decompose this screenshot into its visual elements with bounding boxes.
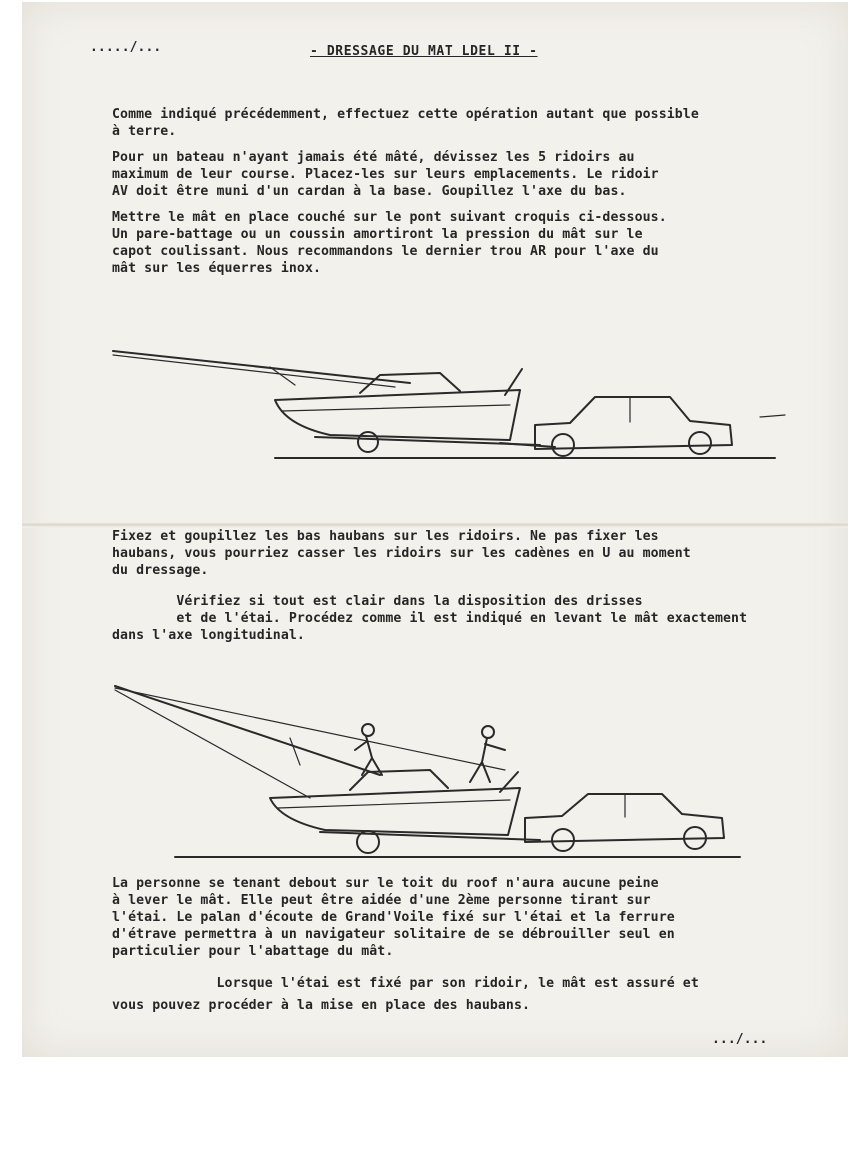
paragraph-3-line-1: Mettre le mât en place couché sur le pont suivant croquis ci-dessous.: [112, 210, 667, 225]
paragraph-3-line-4: mât sur les équerres inox.: [112, 261, 322, 276]
paragraph-1-line-1: Comme indiqué précédemment, effectuez cette opération autant que possible: [112, 107, 699, 122]
paragraph-3-line-3: capot coulissant. Nous recommandons le dernier trou AR pour l'axe du: [112, 244, 659, 259]
paragraph-1-line-2: à terre.: [112, 124, 177, 139]
person-pulling-head: [482, 726, 494, 738]
boat-hull: [275, 390, 520, 440]
boat-cabin-2: [350, 770, 448, 790]
paragraph-2-line-2: maximum de leur course. Placez-les sur leurs emplacements. Le ridoir: [112, 167, 659, 182]
page-marker-right: .../...: [712, 1032, 768, 1047]
paragraph-6-line-4: d'étrave permettra à un navigateur solitaire de se débrouiller seul en: [112, 927, 675, 942]
car-wheel-rear: [552, 434, 574, 456]
paragraph-2-line-3: AV doit être muni d'un cardan à la base. Goupillez l'axe du bas.: [112, 184, 627, 199]
boat-mast-lowered-on-trailer-icon: [110, 325, 790, 470]
paragraph-4-line-1: Fixez et goupillez les bas haubans sur les ridoirs. Ne pas fixer les: [112, 529, 659, 544]
paragraph-5-line-1: Vérifiez si tout est clair dans la disposition des drisses: [112, 594, 643, 609]
paragraph-3-line-2: Un pare-battage ou un coussin amortiront la pression du mât sur le: [112, 227, 643, 242]
mast: [113, 351, 410, 383]
paragraph-4-line-3: du dressage.: [112, 563, 209, 578]
trailer-wheel: [358, 432, 378, 452]
person-on-roof-head: [362, 724, 374, 736]
paragraph-6-line-5: particulier pour l'abattage du mât.: [112, 944, 394, 959]
boat-mast-raising-with-crew-icon: [110, 680, 750, 865]
mast-spreader: [290, 738, 300, 765]
paragraph-2-line-1: Pour un bateau n'ayant jamais été mâté, dévissez les 5 ridoirs au: [112, 150, 635, 165]
paper-fold-crease: [22, 522, 848, 528]
paragraph-6-line-3: l'étai. Le palan d'écoute de Grand'Voile fixé sur l'étai et la ferrure: [112, 910, 675, 925]
paragraph-7-line-1: Lorsque l'étai est fixé par son ridoir, le mât est assuré et: [112, 976, 699, 991]
hull-line-2: [278, 800, 510, 808]
boat-hull-2: [270, 788, 520, 835]
halyard-line: [115, 688, 505, 770]
car-wheel-rear-2: [552, 829, 574, 851]
person-pulling: [470, 738, 505, 782]
page-marker-left: ...../...: [90, 40, 162, 55]
car-body: [535, 397, 732, 449]
raised-mast: [115, 686, 380, 775]
paragraph-5-line-3: dans l'axe longitudinal.: [112, 628, 305, 643]
paragraph-4-line-2: haubans, vous pourriez casser les ridoirs sur les cadènes en U au moment: [112, 546, 691, 561]
page-title: - DRESSAGE DU MAT LDEL II -: [310, 44, 538, 59]
paragraph-6-line-2: à lever le mât. Elle peut être aidée d'une 2ème personne tirant sur: [112, 893, 651, 908]
mast-rigging: [113, 355, 395, 387]
paragraph-5-line-2: et de l'étai. Procédez comme il est indiqué en levant le mât exactement: [112, 611, 748, 626]
forestay: [115, 690, 310, 798]
paragraph-7-line-2: vous pouvez procéder à la mise en place des haubans.: [112, 998, 531, 1013]
paragraph-6-line-1: La personne se tenant debout sur le toit du roof n'aura aucune peine: [112, 876, 659, 891]
motion-line: [760, 415, 785, 417]
person-on-roof: [355, 736, 382, 775]
car-wheel-front: [689, 432, 711, 454]
hull-line: [282, 405, 510, 411]
